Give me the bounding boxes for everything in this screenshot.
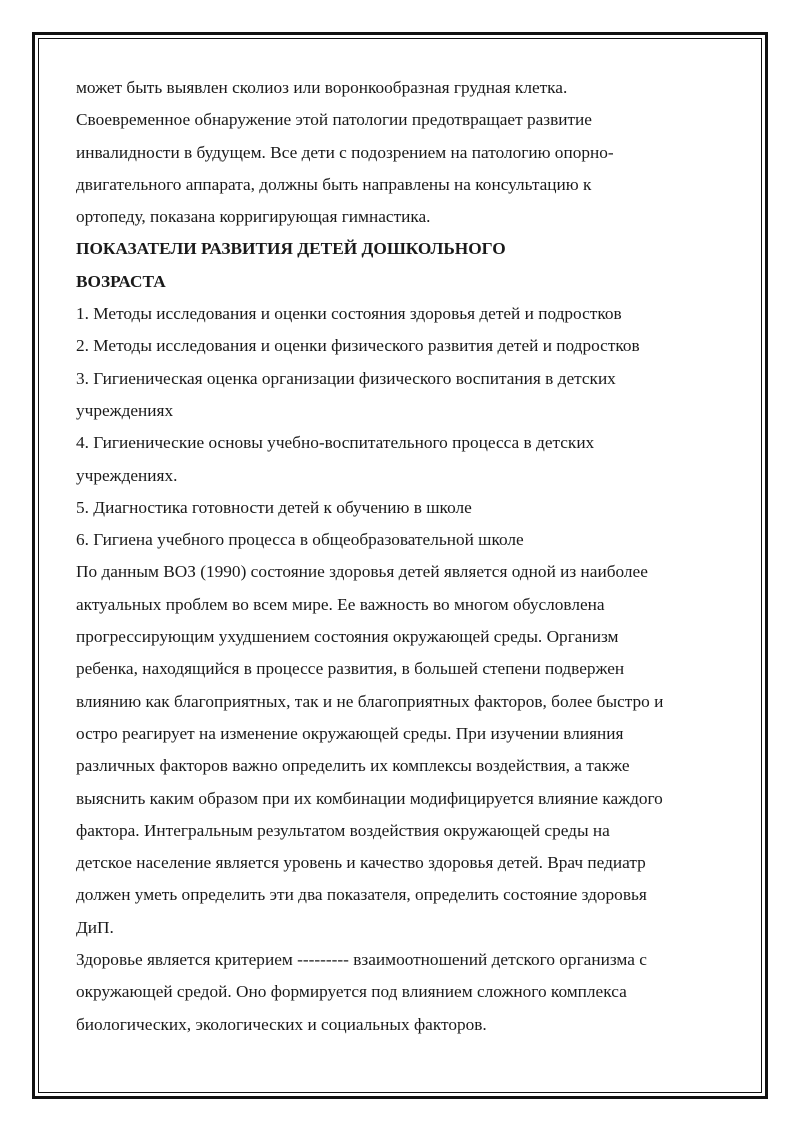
text-line: Своевременное обнаружение этой патологии предотвращает развитие	[76, 110, 592, 130]
text-line: 6. Гигиена учебного процесса в общеобразовательной школе	[76, 530, 524, 550]
text-line: окружающей средой. Оно формируется под влиянием сложного комплекса	[76, 982, 627, 1002]
text-line: остро реагирует на изменение окружающей среды. При изучении влияния	[76, 723, 624, 743]
text-line: может быть выявлен сколиоз или воронкообразная грудная клетка.	[76, 78, 568, 97]
text-line: По данным ВОЗ (1990) состояние здоровья детей является одной из наиболее	[76, 562, 648, 582]
text-line: 2. Методы исследования и оценки физического развития детей и подростков	[76, 336, 640, 356]
text-line: инвалидности в будущем. Все дети с подозрением на патологию опорно-	[76, 142, 614, 162]
text-line: 1. Методы исследования и оценки состояния здоровья детей и подростков	[76, 304, 622, 324]
text-line: ребенка, находящийся в процессе развития, в большей степени подвержен	[76, 659, 625, 679]
text-line: ДиП.	[76, 917, 114, 937]
text-line: фактора. Интегральным результатом воздействия окружающей среды на	[76, 820, 610, 840]
text-line: влиянию как благоприятных, так и не благоприятных факторов, более быстро и	[76, 691, 664, 711]
text-line: учреждениях.	[76, 465, 178, 485]
text-line: двигательного аппарата, должны быть направлены на консультацию к	[76, 174, 592, 194]
text-line: различных факторов важно определить их комплексы воздействия, а также	[76, 756, 630, 776]
text-line: учреждениях	[76, 400, 174, 420]
section-heading-line: ПОКАЗАТЕЛИ РАЗВИТИЯ ДЕТЕЙ ДОШКОЛЬНОГО	[76, 239, 506, 259]
text-line: биологических, экологических и социальных факторов.	[76, 1014, 487, 1034]
text-line: выяснить каким образом при их комбинации модифицируется влияние каждого	[76, 788, 663, 808]
document-body	[76, 72, 736, 1041]
text-line: детское население является уровень и качество здоровья детей. Врач педиатр	[76, 853, 646, 873]
text-line: Здоровье является критерием --------- взаимоотношений детского организма с	[76, 950, 647, 970]
section-heading-line: ВОЗРАСТА	[76, 271, 166, 291]
text-line: должен уметь определить эти два показателя, определить состояние здоровья	[76, 885, 647, 905]
text-line: 5. Диагностика готовности детей к обучению в школе	[76, 497, 472, 517]
text-line: ортопеду, показана корригирующая гимнастика.	[76, 207, 431, 227]
text-line: актуальных проблем во всем мире. Ее важность во многом обусловлена	[76, 594, 605, 614]
text-line: 4. Гигиенические основы учебно-воспитательного процесса в детских	[76, 433, 595, 453]
text-line: 3. Гигиеническая оценка организации физического воспитания в детских	[76, 368, 616, 388]
text-line: прогрессирующим ухудшением состояния окружающей среды. Организм	[76, 627, 619, 647]
